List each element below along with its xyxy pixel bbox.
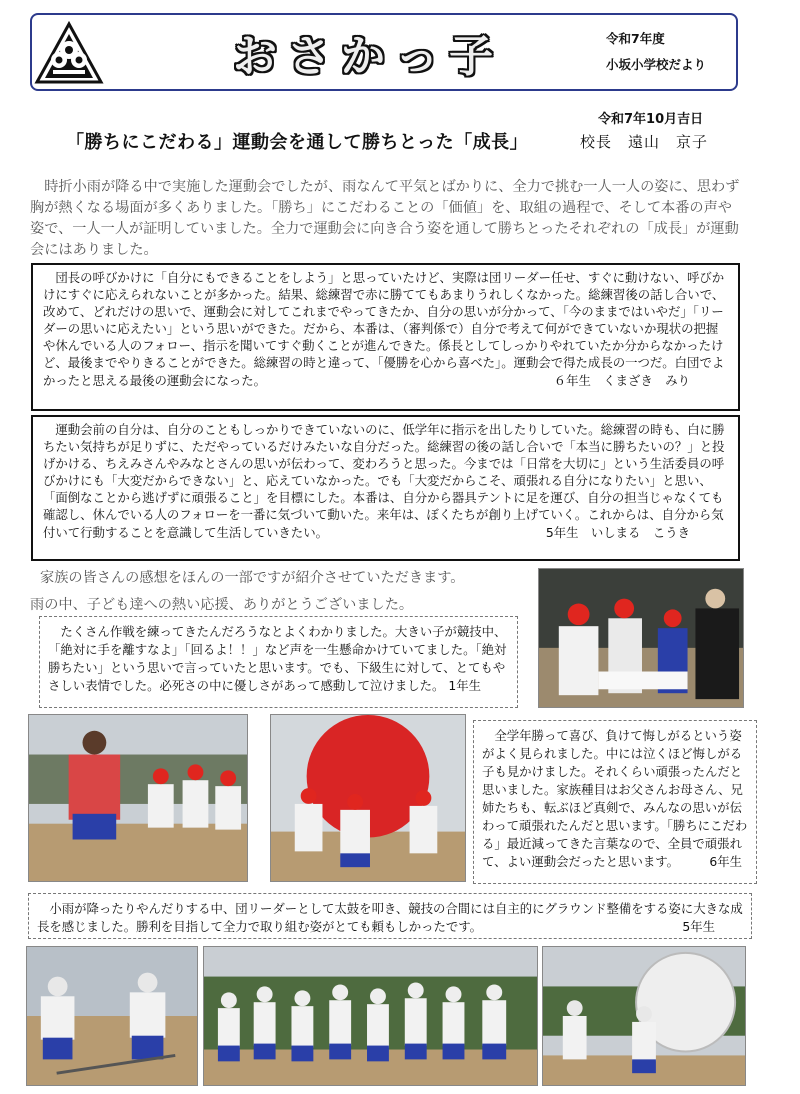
family-comment-box [28, 893, 752, 939]
essay-signature: 5年生 いしまる こうき [545, 524, 690, 540]
family-comments-intro: 家族の皆さんの感想をほんの一部ですが紹介させていただきます。 [40, 570, 465, 586]
school-crest-icon [33, 20, 105, 86]
newsletter-name: 小坂小学校だより [606, 57, 707, 72]
fiscal-year: 令和7年度 [606, 31, 665, 46]
newsletter-title-text: おさかっ子 [233, 31, 503, 82]
essay-signature: ６年生 くまざき みり [553, 372, 690, 388]
photo-white-ball-race [542, 946, 746, 1086]
intro-paragraph: 時折小雨が降る中で実施した運動会でしたが、雨なんて平気とばかりに、全力で挑む一人一人の姿に、思わず胸が熱くなる場面が多くありました。「勝ち」にこだわることの「価値」を、取組の過程で、そして本番の声や姿で、一人一人が証明していました。全力で運動会に向き合う姿を通して勝ちとったそれぞれの「成長」が運動会にはありました。 [30, 179, 740, 258]
photo-cheering-children [203, 946, 538, 1086]
comment-grade: 6年生 [709, 854, 742, 869]
comment-text: たくさん作戦を練ってきたんだろうなとよくわかりました。大きい子が競技中、「絶対に手を離すなよ」「回るよ！！」など声を一生懸命かけていてました。「絶対勝ちたい」という思いで言っていたと思います。でも、下級生に対して、とてもやさしい表情でした。必死さの中に優しさがあって感動して泣けました。 [48, 624, 507, 693]
comment-grade: 5年生 [682, 919, 715, 934]
essay-text: 団長の呼びかけに「自分にもできることをしよう」と思っていたけど、実際は団リーダー任せ、すぐに動けない、呼びかけにすぐに応えられないことが多かった。結果、総練習で赤に勝ててもあまりうれしくなかった。総練習後の話し合いで、改めて、どれだけの思いで、運動会に対してこれまでやってきたか、自分の思いが分かって、「今のままではいやだ」「リーダーの思いに応えたい」という思いができた。だから、本番は、（審判係で）自分で考えて何ができていないか現状の把握や休んでいる人のフォロー、指示を聞いてすぐ動くことが進んできた。係長としてしっかりやれていたか分からなかったけど、最後までやりきることができた。総練習の時と違って、「優勝を心から喜べた」。運動会で得た成長の一つだ。白団でよかったと思える最後の運動会になった。 [43, 270, 725, 388]
comment-text: 全学年勝って喜び、負けて悔しがるという姿がよく見られました。中には泣くほど悔しがる子も見かけました。それくらい頑張ったんだと思いました。家族種目はお父さんお母さん、兄姉たちも、転ぶほど真剣で、みんなの思いが伝わって頑張れたんだと思います。「勝ちにこだわる」最近減ってきた言葉なので、全員で頑張れて、よい運動会だったと思います。 [482, 728, 748, 869]
family-comment-box [473, 720, 757, 884]
thanks-message: 雨の中、子ども達への熱い応援、ありがとうございました。 [30, 597, 414, 613]
newsletter-title [148, 20, 588, 84]
issue-date: 令和7年10月吉日 [598, 112, 704, 127]
author: 校長 遠山 京子 [580, 133, 709, 151]
student-essay-box [31, 263, 740, 411]
photo-tug-of-war [538, 568, 744, 708]
headline: 「勝ちにこだわる」運動会を通して勝ちとった「成長」 [66, 132, 529, 153]
photo-red-ball-race [270, 714, 466, 882]
student-essay-box [31, 415, 740, 561]
essay-text: 運動会前の自分は、自分のこともしっかりできていないのに、低学年に指示を出したりしていた。総練習の時も、白に勝ちたい気持ちが足りずに、ただやっているだけみたいな自分だった。総練習の後の話し合いで「本当に勝ちたいの？」と投げかける、ちえみさんやみなとさんの思いが伝わって、変わろうと思った。今までは「日常を大切に」という生活委員の呼びかけにも「大変だからできない」と、応えていなかった。でも「大変だからこそ、頑張れる自分になりたい」と思い、「面倒なことから逃げずに頑張ること」を目標にした。本番は、自分から器具テントに足を運び、自分の担当じゃなくても確認し、休んでいる人のフォローを一番に気づいて動いた。来年は、ぼくたちが創り上げていく。これからは、自分から気付いて行動することを意識して生活していきたい。 [43, 422, 725, 540]
photo-team-leader-running [28, 714, 248, 882]
comment-grade: 1年生 [448, 678, 481, 693]
comment-text: 小雨が降ったりやんだりする中、団リーダーとして太鼓を叩き、競技の合間には自主的にグラウンド整備をする姿に大きな成長を感じました。勝利を目指して全力で取り組む姿がとても頼もしかったです。 [37, 901, 743, 934]
photo-rope-pull [26, 946, 198, 1086]
family-comment-box [39, 616, 518, 708]
